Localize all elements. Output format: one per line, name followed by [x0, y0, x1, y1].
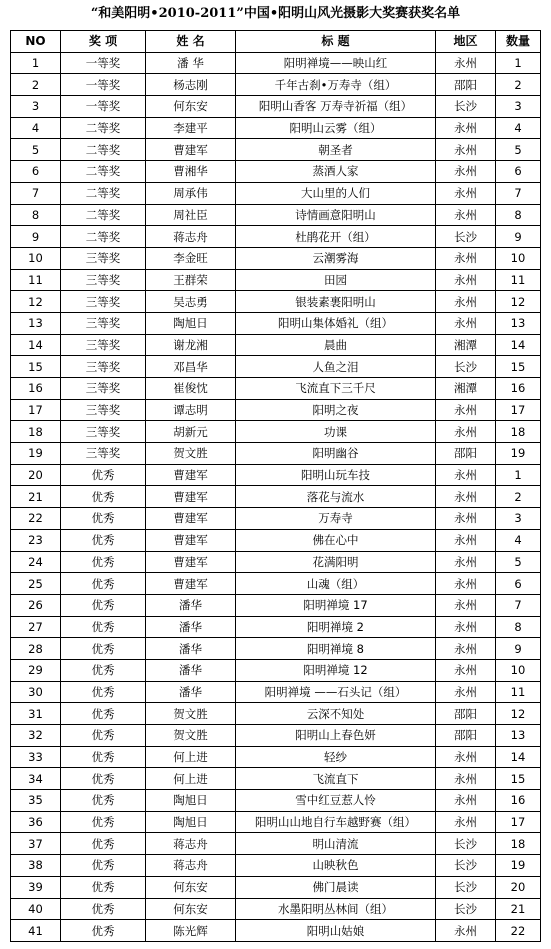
cell-no: 15 — [11, 356, 61, 378]
cell-award: 优秀 — [61, 811, 146, 833]
cell-name: 贺文胜 — [146, 725, 236, 747]
cell-count: 2 — [496, 74, 541, 96]
cell-count: 1 — [496, 52, 541, 74]
cell-award: 优秀 — [61, 855, 146, 877]
table-row — [11, 334, 541, 356]
table-row — [11, 790, 541, 812]
cell-no: 23 — [11, 529, 61, 551]
cell-award: 优秀 — [61, 703, 146, 725]
table-row — [11, 269, 541, 291]
cell-region: 永州 — [436, 117, 496, 139]
cell-region: 永州 — [436, 161, 496, 183]
cell-name: 曹建军 — [146, 529, 236, 551]
cell-title: 功课 — [236, 421, 436, 443]
cell-name: 邓昌华 — [146, 356, 236, 378]
cell-name: 谭志明 — [146, 399, 236, 421]
cell-title: 阳明禅境 8 — [236, 638, 436, 660]
cell-no: 21 — [11, 486, 61, 508]
cell-award: 二等奖 — [61, 139, 146, 161]
cell-title: 佛在心中 — [236, 529, 436, 551]
cell-no: 8 — [11, 204, 61, 226]
cell-no: 31 — [11, 703, 61, 725]
cell-no: 40 — [11, 898, 61, 920]
cell-award: 优秀 — [61, 876, 146, 898]
cell-no: 12 — [11, 291, 61, 313]
cell-title: 飞流直下 — [236, 768, 436, 790]
cell-name: 周承伟 — [146, 182, 236, 204]
cell-region: 永州 — [436, 508, 496, 530]
cell-region: 永州 — [436, 204, 496, 226]
cell-region: 永州 — [436, 52, 496, 74]
cell-no: 39 — [11, 876, 61, 898]
cell-name: 吴志勇 — [146, 291, 236, 313]
cell-award: 优秀 — [61, 725, 146, 747]
table-row — [11, 464, 541, 486]
cell-no: 17 — [11, 399, 61, 421]
cell-no: 34 — [11, 768, 61, 790]
cell-title: 杜鹃花开（组） — [236, 226, 436, 248]
cell-count: 12 — [496, 291, 541, 313]
cell-name: 蒋志舟 — [146, 226, 236, 248]
cell-count: 9 — [496, 638, 541, 660]
cell-award: 二等奖 — [61, 161, 146, 183]
cell-title: 人鱼之泪 — [236, 356, 436, 378]
cell-region: 永州 — [436, 486, 496, 508]
cell-region: 永州 — [436, 659, 496, 681]
cell-name: 曹建军 — [146, 139, 236, 161]
cell-region: 永州 — [436, 139, 496, 161]
header-title: 标 题 — [236, 31, 436, 53]
table-row — [11, 356, 541, 378]
cell-count: 20 — [496, 876, 541, 898]
table-row — [11, 638, 541, 660]
cell-award: 优秀 — [61, 920, 146, 942]
table-row — [11, 811, 541, 833]
cell-region: 湘潭 — [436, 378, 496, 400]
cell-count: 11 — [496, 681, 541, 703]
cell-award: 优秀 — [61, 790, 146, 812]
cell-no: 36 — [11, 811, 61, 833]
cell-no: 6 — [11, 161, 61, 183]
cell-no: 5 — [11, 139, 61, 161]
cell-count: 18 — [496, 833, 541, 855]
cell-count: 3 — [496, 508, 541, 530]
table-row — [11, 486, 541, 508]
cell-count: 9 — [496, 226, 541, 248]
cell-title: 山魂（组） — [236, 573, 436, 595]
table-row — [11, 226, 541, 248]
cell-count: 14 — [496, 334, 541, 356]
cell-name: 曹建军 — [146, 508, 236, 530]
cell-award: 三等奖 — [61, 399, 146, 421]
cell-no: 4 — [11, 117, 61, 139]
cell-region: 邵阳 — [436, 703, 496, 725]
cell-title: 云深不知处 — [236, 703, 436, 725]
cell-award: 二等奖 — [61, 117, 146, 139]
cell-region: 长沙 — [436, 226, 496, 248]
cell-title: 银装素裹阳明山 — [236, 291, 436, 313]
cell-region: 长沙 — [436, 96, 496, 118]
cell-award: 二等奖 — [61, 204, 146, 226]
table-row — [11, 594, 541, 616]
cell-no: 27 — [11, 616, 61, 638]
cell-title: 雪中红豆惹人怜 — [236, 790, 436, 812]
cell-title: 大山里的人们 — [236, 182, 436, 204]
table-row — [11, 681, 541, 703]
cell-count: 17 — [496, 399, 541, 421]
cell-name: 潘华 — [146, 638, 236, 660]
cell-region: 邵阳 — [436, 74, 496, 96]
cell-no: 25 — [11, 573, 61, 595]
cell-no: 3 — [11, 96, 61, 118]
cell-name: 何上进 — [146, 746, 236, 768]
table-row — [11, 182, 541, 204]
cell-name: 何上进 — [146, 768, 236, 790]
table-row — [11, 399, 541, 421]
cell-region: 邵阳 — [436, 725, 496, 747]
cell-award: 一等奖 — [61, 96, 146, 118]
cell-no: 11 — [11, 269, 61, 291]
cell-title: 阳明山上春色妍 — [236, 725, 436, 747]
cell-title: 落花与流水 — [236, 486, 436, 508]
cell-title: 万寿寺 — [236, 508, 436, 530]
table-row — [11, 291, 541, 313]
cell-region: 永州 — [436, 312, 496, 334]
cell-title: 花满阳明 — [236, 551, 436, 573]
cell-region: 长沙 — [436, 833, 496, 855]
awards-table — [10, 30, 541, 942]
cell-name: 潘 华 — [146, 52, 236, 74]
cell-title: 阳明山集体婚礼（组） — [236, 312, 436, 334]
cell-region: 永州 — [436, 399, 496, 421]
cell-region: 长沙 — [436, 855, 496, 877]
cell-count: 7 — [496, 594, 541, 616]
cell-name: 何东安 — [146, 898, 236, 920]
cell-name: 曹建军 — [146, 573, 236, 595]
cell-no: 32 — [11, 725, 61, 747]
cell-award: 三等奖 — [61, 443, 146, 465]
cell-title: 阳明禅境——映山红 — [236, 52, 436, 74]
cell-count: 4 — [496, 117, 541, 139]
cell-name: 曹建军 — [146, 551, 236, 573]
cell-count: 14 — [496, 746, 541, 768]
cell-no: 37 — [11, 833, 61, 855]
cell-no: 33 — [11, 746, 61, 768]
cell-name: 蒋志舟 — [146, 833, 236, 855]
cell-no: 2 — [11, 74, 61, 96]
cell-title: 轻纱 — [236, 746, 436, 768]
cell-count: 6 — [496, 573, 541, 595]
cell-count: 10 — [496, 247, 541, 269]
cell-count: 13 — [496, 312, 541, 334]
cell-name: 潘华 — [146, 681, 236, 703]
cell-region: 长沙 — [436, 898, 496, 920]
cell-region: 永州 — [436, 594, 496, 616]
cell-award: 三等奖 — [61, 378, 146, 400]
header-name: 姓 名 — [146, 31, 236, 53]
cell-name: 陈光辉 — [146, 920, 236, 942]
table-row — [11, 768, 541, 790]
cell-name: 陶旭日 — [146, 811, 236, 833]
table-row — [11, 421, 541, 443]
cell-region: 永州 — [436, 269, 496, 291]
cell-no: 22 — [11, 508, 61, 530]
cell-name: 曹建军 — [146, 464, 236, 486]
cell-no: 18 — [11, 421, 61, 443]
cell-name: 何东安 — [146, 96, 236, 118]
cell-region: 永州 — [436, 182, 496, 204]
cell-award: 优秀 — [61, 768, 146, 790]
cell-award: 二等奖 — [61, 226, 146, 248]
table-row — [11, 703, 541, 725]
cell-region: 永州 — [436, 551, 496, 573]
cell-title: 佛门晨读 — [236, 876, 436, 898]
cell-count: 21 — [496, 898, 541, 920]
table-row — [11, 139, 541, 161]
table-row — [11, 96, 541, 118]
cell-name: 陶旭日 — [146, 790, 236, 812]
cell-count: 6 — [496, 161, 541, 183]
cell-count: 7 — [496, 182, 541, 204]
cell-name: 李建平 — [146, 117, 236, 139]
cell-name: 曹建军 — [146, 486, 236, 508]
table-row — [11, 508, 541, 530]
cell-award: 优秀 — [61, 508, 146, 530]
cell-count: 19 — [496, 855, 541, 877]
cell-region: 永州 — [436, 768, 496, 790]
cell-count: 5 — [496, 139, 541, 161]
cell-count: 22 — [496, 920, 541, 942]
cell-award: 优秀 — [61, 681, 146, 703]
header-no: NO — [11, 31, 61, 53]
cell-region: 长沙 — [436, 876, 496, 898]
cell-no: 38 — [11, 855, 61, 877]
cell-title: 诗情画意阳明山 — [236, 204, 436, 226]
cell-title: 晨曲 — [236, 334, 436, 356]
cell-region: 邵阳 — [436, 443, 496, 465]
cell-no: 30 — [11, 681, 61, 703]
cell-no: 13 — [11, 312, 61, 334]
cell-count: 8 — [496, 204, 541, 226]
cell-title: 阳明禅境 ——石头记（组） — [236, 681, 436, 703]
cell-count: 16 — [496, 378, 541, 400]
cell-title: 田园 — [236, 269, 436, 291]
cell-count: 2 — [496, 486, 541, 508]
table-row — [11, 52, 541, 74]
cell-no: 20 — [11, 464, 61, 486]
cell-title: 阳明幽谷 — [236, 443, 436, 465]
cell-region: 永州 — [436, 790, 496, 812]
table-row — [11, 378, 541, 400]
table-row — [11, 746, 541, 768]
cell-region: 永州 — [436, 421, 496, 443]
cell-no: 10 — [11, 247, 61, 269]
table-row — [11, 876, 541, 898]
cell-region: 永州 — [436, 638, 496, 660]
cell-award: 优秀 — [61, 638, 146, 660]
cell-title: 阳明山香客 万寿寺祈福（组） — [236, 96, 436, 118]
cell-count: 18 — [496, 421, 541, 443]
header-count: 数量 — [496, 31, 541, 53]
table-header — [11, 31, 541, 53]
cell-title: 阳明禅境 17 — [236, 594, 436, 616]
cell-award: 优秀 — [61, 529, 146, 551]
table-row — [11, 725, 541, 747]
cell-title: 阳明山玩车技 — [236, 464, 436, 486]
cell-title: 阳明禅境 12 — [236, 659, 436, 681]
cell-count: 5 — [496, 551, 541, 573]
cell-no: 29 — [11, 659, 61, 681]
cell-title: 千年古刹•万寿寺（组） — [236, 74, 436, 96]
cell-count: 3 — [496, 96, 541, 118]
cell-region: 永州 — [436, 573, 496, 595]
cell-award: 三等奖 — [61, 421, 146, 443]
cell-award: 一等奖 — [61, 74, 146, 96]
cell-title: 朝圣者 — [236, 139, 436, 161]
cell-name: 蒋志舟 — [146, 855, 236, 877]
cell-title: 阳明山山地自行车越野赛（组） — [236, 811, 436, 833]
cell-count: 10 — [496, 659, 541, 681]
table-row — [11, 161, 541, 183]
cell-name: 曹湘华 — [146, 161, 236, 183]
cell-name: 潘华 — [146, 616, 236, 638]
cell-name: 贺文胜 — [146, 443, 236, 465]
cell-count: 8 — [496, 616, 541, 638]
cell-name: 潘华 — [146, 659, 236, 681]
cell-no: 28 — [11, 638, 61, 660]
cell-award: 优秀 — [61, 833, 146, 855]
cell-no: 26 — [11, 594, 61, 616]
cell-region: 永州 — [436, 291, 496, 313]
table-row — [11, 443, 541, 465]
cell-region: 永州 — [436, 681, 496, 703]
cell-name: 谢龙湘 — [146, 334, 236, 356]
cell-award: 优秀 — [61, 616, 146, 638]
cell-region: 永州 — [436, 920, 496, 942]
table-row — [11, 204, 541, 226]
cell-no: 19 — [11, 443, 61, 465]
cell-award: 优秀 — [61, 594, 146, 616]
table-row — [11, 247, 541, 269]
cell-name: 贺文胜 — [146, 703, 236, 725]
cell-count: 15 — [496, 356, 541, 378]
header-award: 奖 项 — [61, 31, 146, 53]
cell-name: 王群荣 — [146, 269, 236, 291]
cell-award: 优秀 — [61, 464, 146, 486]
cell-title: 阳明山姑娘 — [236, 920, 436, 942]
table-row — [11, 529, 541, 551]
cell-region: 长沙 — [436, 356, 496, 378]
cell-award: 优秀 — [61, 486, 146, 508]
cell-count: 16 — [496, 790, 541, 812]
table-row — [11, 855, 541, 877]
table-row — [11, 659, 541, 681]
table-row — [11, 551, 541, 573]
cell-name: 李金旺 — [146, 247, 236, 269]
table-row — [11, 312, 541, 334]
cell-title: 飞流直下三千尺 — [236, 378, 436, 400]
cell-region: 永州 — [436, 746, 496, 768]
table-row — [11, 74, 541, 96]
table-row — [11, 117, 541, 139]
cell-count: 11 — [496, 269, 541, 291]
cell-count: 12 — [496, 703, 541, 725]
cell-count: 19 — [496, 443, 541, 465]
header-row — [11, 31, 541, 53]
cell-award: 三等奖 — [61, 334, 146, 356]
cell-award: 一等奖 — [61, 52, 146, 74]
cell-region: 永州 — [436, 529, 496, 551]
cell-award: 优秀 — [61, 551, 146, 573]
cell-name: 崔俊忱 — [146, 378, 236, 400]
cell-title: 云潮雾海 — [236, 247, 436, 269]
cell-count: 15 — [496, 768, 541, 790]
cell-award: 三等奖 — [61, 291, 146, 313]
cell-award: 优秀 — [61, 573, 146, 595]
cell-award: 二等奖 — [61, 182, 146, 204]
cell-count: 13 — [496, 725, 541, 747]
cell-title: 水墨阳明丛林间（组） — [236, 898, 436, 920]
cell-name: 陶旭日 — [146, 312, 236, 334]
cell-name: 何东安 — [146, 876, 236, 898]
table-row — [11, 573, 541, 595]
cell-no: 35 — [11, 790, 61, 812]
cell-no: 41 — [11, 920, 61, 942]
cell-name: 杨志刚 — [146, 74, 236, 96]
cell-title: 阳明禅境 2 — [236, 616, 436, 638]
cell-award: 三等奖 — [61, 312, 146, 334]
cell-award: 三等奖 — [61, 269, 146, 291]
header-region: 地区 — [436, 31, 496, 53]
cell-name: 周社臣 — [146, 204, 236, 226]
cell-region: 永州 — [436, 464, 496, 486]
table-row — [11, 833, 541, 855]
cell-award: 优秀 — [61, 898, 146, 920]
table-row — [11, 898, 541, 920]
cell-region: 永州 — [436, 811, 496, 833]
cell-title: 明山清流 — [236, 833, 436, 855]
cell-title: 山映秋色 — [236, 855, 436, 877]
document-title: “和美阳明•2010-2011”中国•阳明山风光摄影大奖赛获奖名单 — [90, 6, 461, 21]
cell-count: 17 — [496, 811, 541, 833]
cell-no: 9 — [11, 226, 61, 248]
cell-count: 4 — [496, 529, 541, 551]
cell-count: 1 — [496, 464, 541, 486]
cell-no: 1 — [11, 52, 61, 74]
table-row — [11, 920, 541, 942]
cell-award: 优秀 — [61, 659, 146, 681]
cell-title: 阳明之夜 — [236, 399, 436, 421]
cell-name: 胡新元 — [146, 421, 236, 443]
cell-no: 7 — [11, 182, 61, 204]
table-row — [11, 616, 541, 638]
cell-region: 永州 — [436, 616, 496, 638]
cell-region: 湘潭 — [436, 334, 496, 356]
cell-title: 阳明山云雾（组） — [236, 117, 436, 139]
cell-no: 14 — [11, 334, 61, 356]
cell-award: 优秀 — [61, 746, 146, 768]
table-body — [11, 52, 541, 941]
cell-no: 16 — [11, 378, 61, 400]
cell-name: 潘华 — [146, 594, 236, 616]
cell-award: 三等奖 — [61, 356, 146, 378]
cell-title: 蒸酒人家 — [236, 161, 436, 183]
cell-award: 三等奖 — [61, 247, 146, 269]
cell-region: 永州 — [436, 247, 496, 269]
cell-no: 24 — [11, 551, 61, 573]
